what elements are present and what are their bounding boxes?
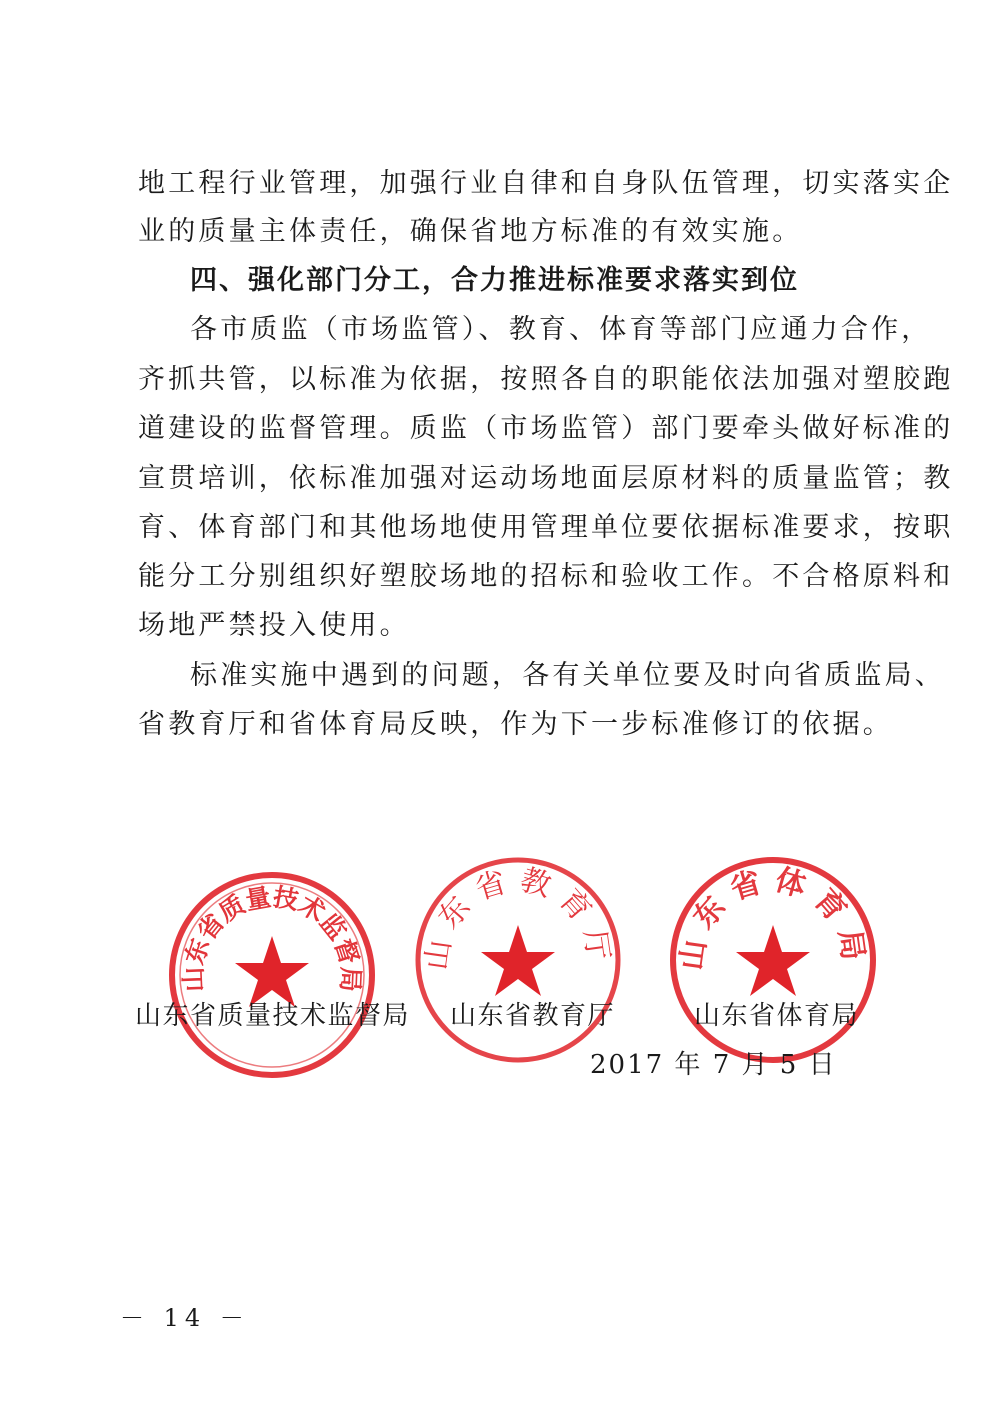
- svg-text:山东省质量技术监督局: 山东省质量技术监督局: [178, 882, 366, 993]
- star-icon: [235, 936, 309, 1007]
- document-date: 2017 年 7 月 5 日: [590, 1050, 837, 1080]
- section-heading: 四、强化部门分工，合力推进标准要求落实到位: [190, 265, 799, 296]
- paragraph-line: 道建设的监督管理。质监（市场监管）部门要牵头做好标准的: [138, 413, 954, 444]
- paragraph-line: 齐抓共管，以标准为依据，按照各自的职能依法加强对塑胶跑: [138, 364, 954, 395]
- signature-org-sports: 山东省体育局: [694, 1001, 860, 1031]
- paragraph-line: 场地严禁投入使用。: [138, 610, 410, 641]
- signature-org-education: 山东省教育厅: [450, 1001, 616, 1031]
- paragraph-line: 育、体育部门和其他场地使用管理单位要依据标准要求，按职: [138, 512, 954, 543]
- paragraph-line: 业的质量主体责任，确保省地方标准的有效实施。: [138, 216, 803, 247]
- star-icon: [481, 925, 555, 996]
- paragraph-line: 标准实施中遇到的问题，各有关单位要及时向省质监局、: [190, 660, 945, 691]
- paragraph-line: 能分工分别组织好塑胶场地的招标和验收工作。不合格原料和: [138, 561, 954, 592]
- paragraph-line: 各市质监（市场监管）、教育、体育等部门应通力合作，: [190, 314, 932, 345]
- svg-text:山东省教育厅: 山东省教育厅: [419, 862, 617, 973]
- paragraph-line: 宣贯培训，依标准加强对运动场地面层原材料的质量监管；教: [138, 463, 954, 494]
- signature-org-quality: 山东省质量技术监督局: [135, 1001, 411, 1031]
- seal-quality-bureau: [167, 870, 377, 1080]
- svg-text:山东省体育局: 山东省体育局: [674, 862, 872, 973]
- page-number: － 14 －: [120, 1304, 250, 1332]
- paragraph-line: 省教育厅和省体育局反映，作为下一步标准修订的依据。: [138, 709, 893, 740]
- star-icon: [736, 925, 810, 996]
- paragraph-line: 地工程行业管理，加强行业自律和自身队伍管理，切实落实企: [138, 168, 954, 199]
